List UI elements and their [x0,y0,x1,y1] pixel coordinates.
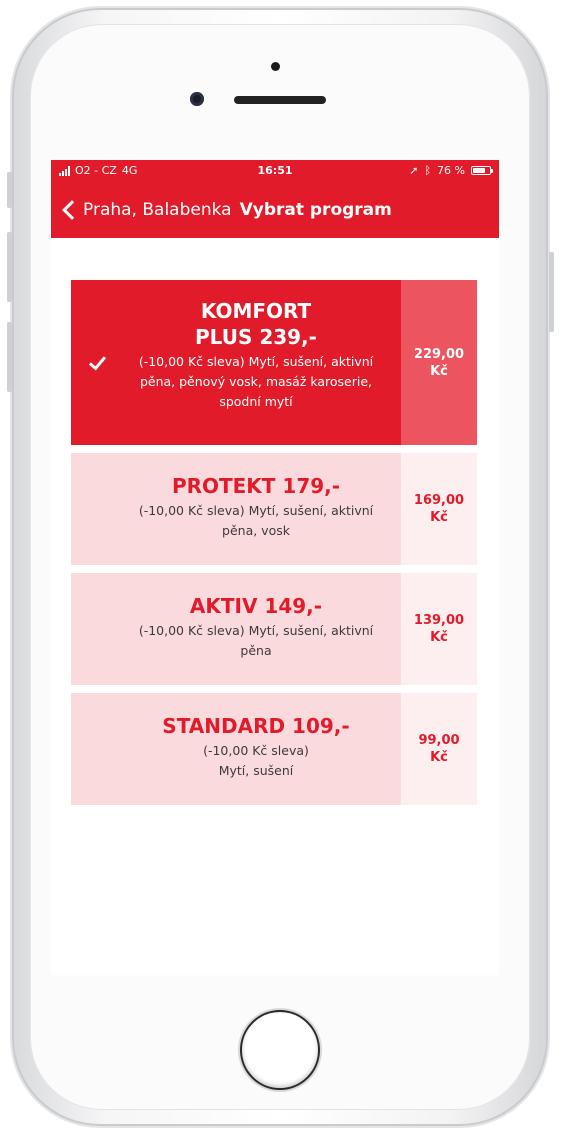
price-value: 229,00 [413,346,465,362]
program-price [401,280,477,445]
program-description-line2: Mytí, sušení [218,763,294,778]
program-name-line1: KOMFORT [200,299,312,323]
price-currency: Kč [430,630,448,645]
program-card-komfort-plus[interactable] [71,280,477,445]
price-value: 169,00 [413,493,465,508]
program-name-line2: PLUS 239,- [195,325,317,349]
program-name: PROTEKT 179,- [171,474,341,498]
program-name: STANDARD 109,- [162,714,350,738]
carrier-label: O2 - CZ [75,164,117,177]
status-time: 16:51 [257,164,293,177]
volume-down-button [7,322,12,392]
battery-icon [471,166,491,175]
program-card-protekt[interactable] [71,453,477,565]
battery-fill [473,168,485,173]
status-right [409,164,491,177]
proximity-sensor [271,62,280,71]
location-arrow-icon: ➚ [409,164,419,177]
power-button [549,252,554,332]
bluetooth-icon: ᛒ [424,164,432,177]
earpiece-speaker [234,96,326,104]
back-label: Praha, Balabenka [83,200,232,220]
program-info [71,693,401,805]
program-info [71,573,401,685]
program-card-standard[interactable] [71,693,477,805]
program-list [71,280,477,813]
program-description: (-10,00 Kč sleva) Mytí, sušení, aktivní pěna, vosk [138,503,374,538]
program-price [401,453,477,565]
program-price [401,573,477,685]
program-info [71,453,401,565]
chevron-left-icon [62,200,82,220]
program-description: (-10,00 Kč sleva) Mytí, sušení, aktivní pěna [138,623,374,658]
program-price [401,693,477,805]
network-label: 4G [121,164,138,177]
home-button[interactable] [240,1010,320,1090]
program-card-aktiv[interactable] [71,573,477,685]
checkmark-icon [89,352,106,370]
program-name: AKTIV 149,- [189,594,323,618]
program-info [71,280,401,445]
price-currency: Kč [430,510,448,525]
price-value: 139,00 [413,613,465,628]
status-bar [51,160,499,182]
back-button[interactable] [59,200,232,220]
app-screen [51,160,499,975]
page-title: Vybrat program [239,200,392,220]
price-currency: Kč [430,750,448,765]
navigation-bar [51,182,499,238]
front-camera-icon [190,92,204,106]
volume-up-button [7,232,12,302]
battery-percent: 76 % [437,164,465,177]
price-currency: Kč [430,363,448,379]
price-value: 99,00 [418,733,460,748]
program-description: (-10,00 Kč sleva) Mytí, sušení, aktivní pěna, pěnový vosk, masáž karoserie, spodní mytí [138,354,374,409]
program-description-line1: (-10,00 Kč sleva) [203,743,309,758]
mute-switch [7,172,12,208]
